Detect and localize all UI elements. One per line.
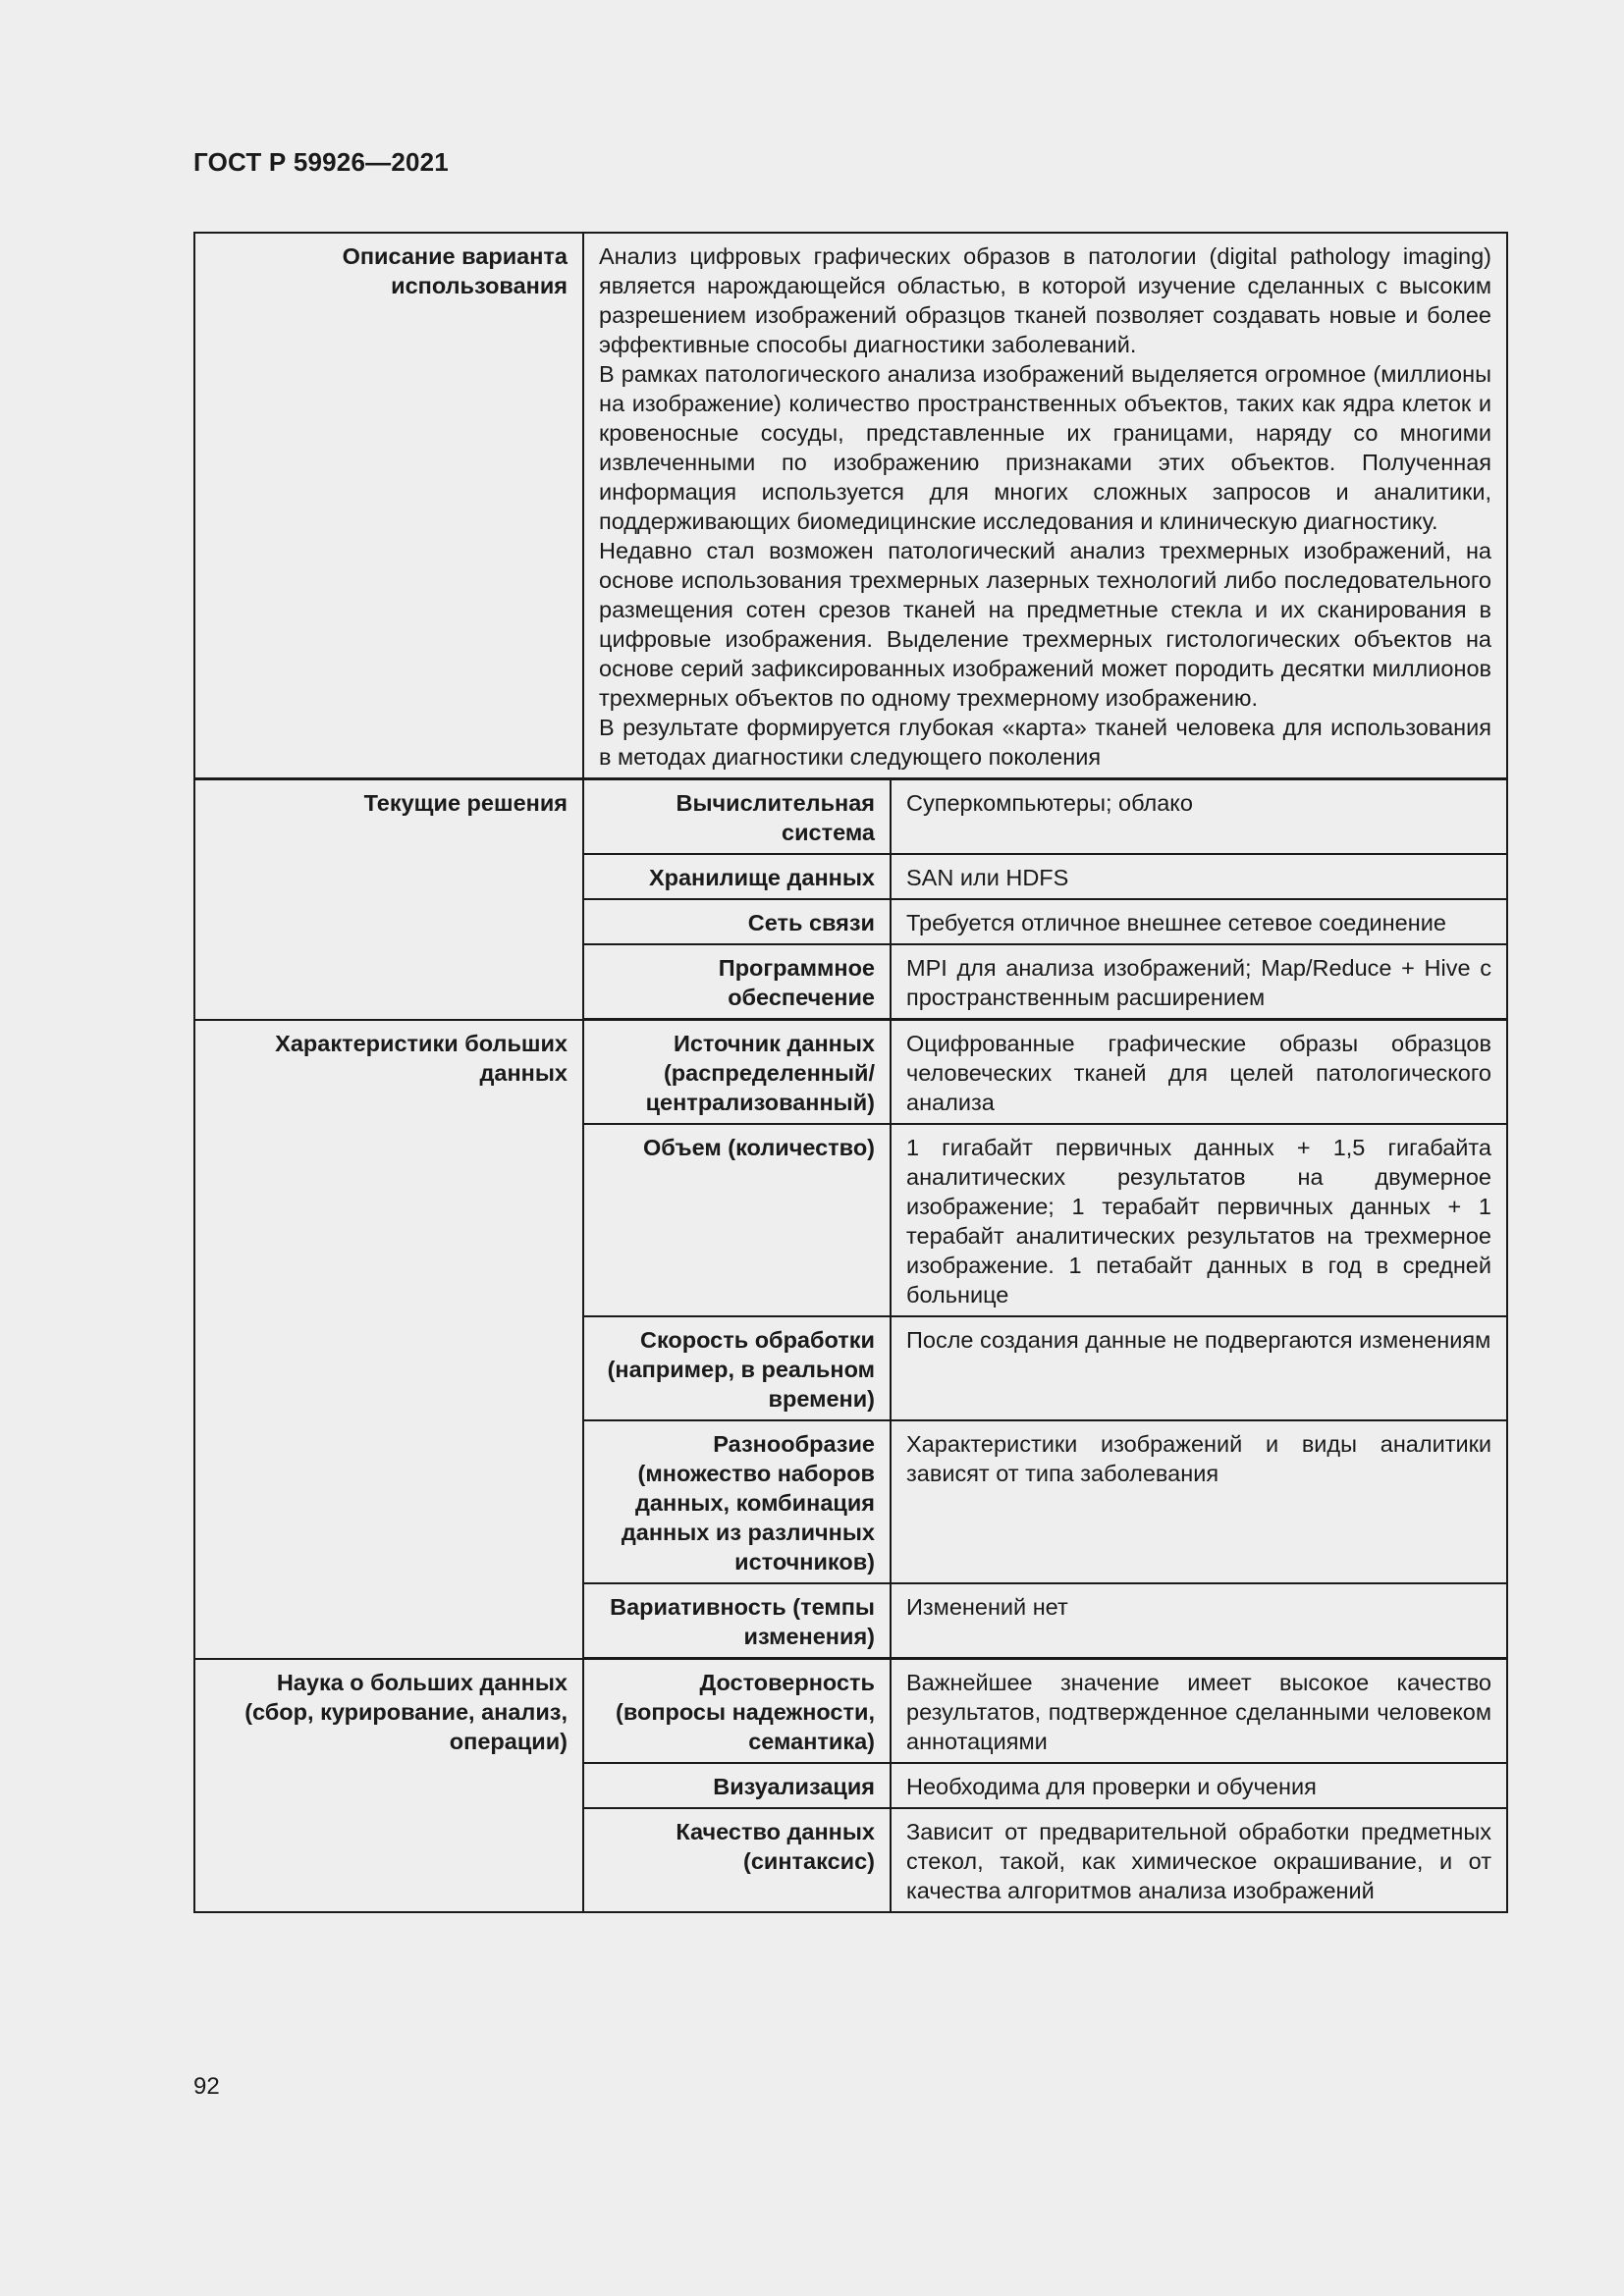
section-label-data-science: Наука о больших данных (сбор, курирование, анализ, операции) bbox=[194, 1659, 583, 1913]
row-label: Сеть связи bbox=[583, 899, 891, 944]
row-value: Суперкомпьютеры; облако bbox=[891, 779, 1507, 855]
row-label: Достоверность (вопросы надежности, семантика) bbox=[583, 1659, 891, 1764]
row-value: Характеристики изображений и виды аналитики зависят от типа заболевания bbox=[891, 1420, 1507, 1583]
row-label: Хранилище данных bbox=[583, 854, 891, 899]
row-label: Объем (количество) bbox=[583, 1124, 891, 1316]
row-label: Скорость обработки (например, в реальном времени) bbox=[583, 1316, 891, 1420]
section-label-current-solutions: Текущие решения bbox=[194, 779, 583, 1020]
row-label: Разнообразие (множество наборов данных, комбинация данных из различных источников) bbox=[583, 1420, 891, 1583]
page-number: 92 bbox=[193, 2073, 220, 2100]
table-row bbox=[194, 1020, 1507, 1125]
row-value: SAN или HDFS bbox=[891, 854, 1507, 899]
row-value: Оцифрованные графические образы образцов человеческих тканей для целей патологического анализа bbox=[891, 1020, 1507, 1125]
row-value: Необходима для проверки и обучения bbox=[891, 1763, 1507, 1808]
row-label: Визуализация bbox=[583, 1763, 891, 1808]
use-case-table bbox=[193, 232, 1508, 1913]
row-value: Требуется отличное внешнее сетевое соединение bbox=[891, 899, 1507, 944]
description-text bbox=[583, 233, 1507, 779]
description-paragraph: Недавно стал возможен патологический анализ трехмерных изображений, на основе использования трехмерных лазерных технологий либо последовательного размещения сотен срезов тканей на предметные стекла и их сканирования в цифровые изображения. Выделение трехмерных гистологических объектов на основе серий зафиксированных изображений может породить десятки миллионов трехмерных объектов по одному трехмерному изображению. bbox=[599, 538, 1491, 711]
section-label-description: Описание варианта использования bbox=[194, 233, 583, 779]
row-value: Изменений нет bbox=[891, 1583, 1507, 1659]
document-header: ГОСТ Р 59926—2021 bbox=[193, 147, 449, 177]
row-value: MPI для анализа изображений; Map/Reduce + Hive с пространственным расширением bbox=[891, 944, 1507, 1020]
description-paragraph: Анализ цифровых графических образов в патологии (digital pathology imaging) является нарождающейся областью, в которой изучение сделанных с высоким разрешением изображений образцов тканей позволяет создавать новые и более эффективные способы диагностики заболеваний. bbox=[599, 243, 1491, 357]
table-row bbox=[194, 1659, 1507, 1764]
row-label: Программное обеспечение bbox=[583, 944, 891, 1020]
row-value: Зависит от предварительной обработки предметных стекол, такой, как химическое окрашивание, и от качества алгоритмов анализа изображений bbox=[891, 1808, 1507, 1912]
row-value: 1 гигабайт первичных данных + 1,5 гигабайта аналитических результатов на двумерное изображение; 1 терабайт первичных данных + 1 терабайт аналитических результатов на трехмерное изображение. 1 петабайт данных в год в средней больнице bbox=[891, 1124, 1507, 1316]
table-row bbox=[194, 779, 1507, 855]
section-label-big-data: Характеристики больших данных bbox=[194, 1020, 583, 1659]
description-paragraph: В результате формируется глубокая «карта» тканей человека для использования в методах диагностики следующего поколения bbox=[599, 715, 1491, 770]
row-label: Вариативность (темпы изменения) bbox=[583, 1583, 891, 1659]
description-row bbox=[194, 233, 1507, 779]
row-label: Качество данных (синтаксис) bbox=[583, 1808, 891, 1912]
row-value: Важнейшее значение имеет высокое качество результатов, подтвержденное сделанными человеком аннотациями bbox=[891, 1659, 1507, 1764]
row-value: После создания данные не подвергаются изменениям bbox=[891, 1316, 1507, 1420]
row-label: Источник данных (распределенный/ централизованный) bbox=[583, 1020, 891, 1125]
description-paragraph: В рамках патологического анализа изображений выделяется огромное (миллионы на изображение) количество пространственных объектов, таких как ядра клеток и кровеносные сосуды, представленные их границами, наряду со многими извлеченными по изображению признаками этих объектов. Полученная информация используется для многих сложных запросов и аналитики, поддерживающих биомедицинские исследования и клиническую диагностику. bbox=[599, 361, 1491, 534]
row-label: Вычислительная система bbox=[583, 779, 891, 855]
